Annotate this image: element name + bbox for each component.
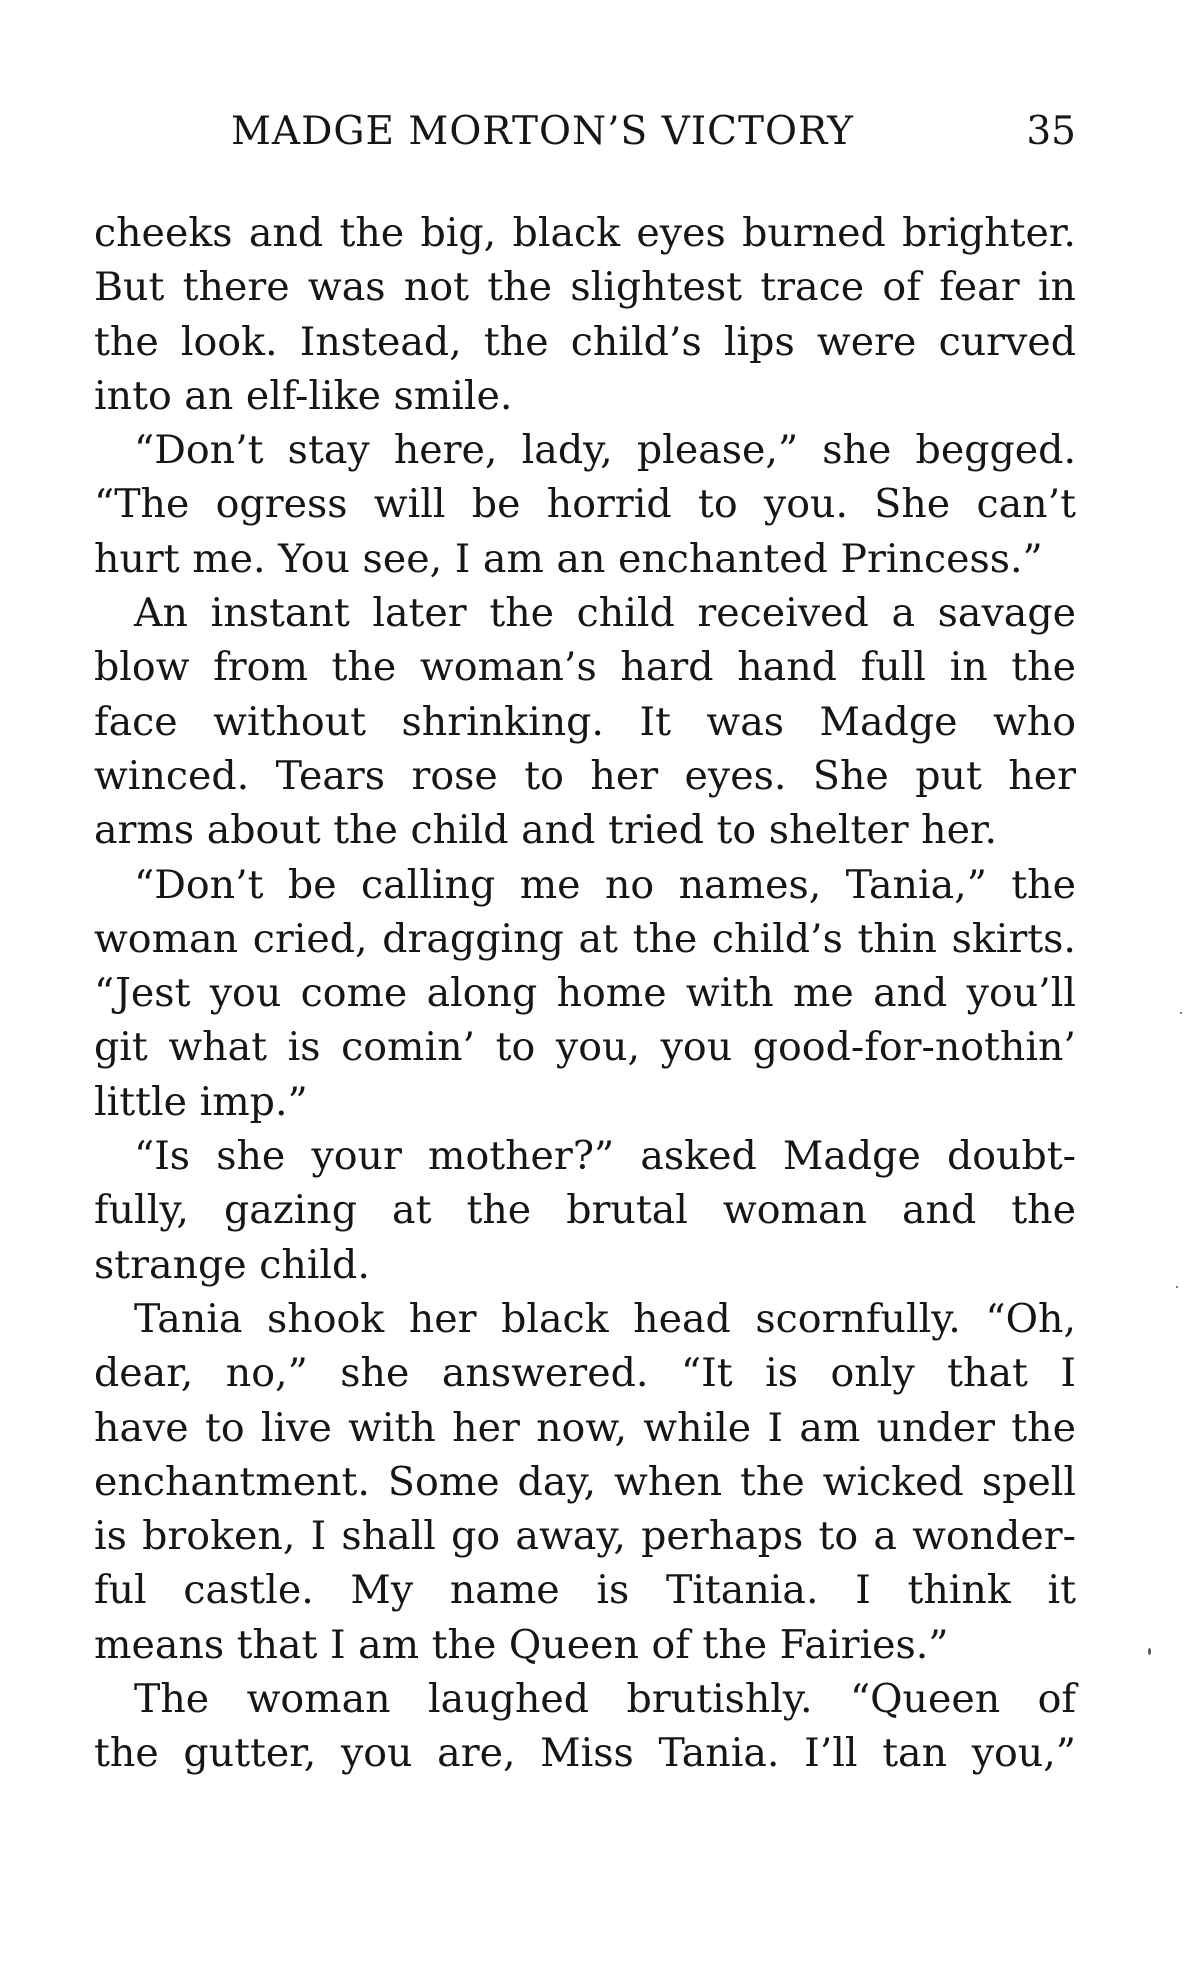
- text-line: face without shrinking. It was Madge who: [94, 698, 1076, 745]
- print-speck: [1176, 1286, 1178, 1288]
- text-line: arms about the child and tried to shelter her.: [94, 807, 998, 854]
- text-line: winced. Tears rose to her eyes. She put her: [94, 752, 1076, 799]
- text-line: “The ogress will be horrid to you. She can’t: [94, 481, 1076, 528]
- print-speck: [1180, 1012, 1182, 1014]
- text-line: strange child.: [94, 1241, 370, 1288]
- text-line: the look. Instead, the child’s lips were curved: [94, 318, 1076, 365]
- text-line: “Jest you come along home with me and you’ll: [94, 970, 1076, 1017]
- text-line: But there was not the slightest trace of fear in: [94, 264, 1076, 311]
- print-speck: [1148, 1648, 1151, 1655]
- running-header: [94, 104, 1076, 160]
- text-line: An instant later the child received a savage: [134, 590, 1076, 637]
- text-line: into an elf-like smile.: [94, 372, 513, 419]
- text-line: git what is comin’ to you, you good-for-nothin’: [94, 1024, 1076, 1071]
- text-line: blow from the woman’s hard hand full in the: [94, 644, 1076, 691]
- text-line: dear, no,” she answered. “It is only that I: [94, 1350, 1076, 1397]
- text-line: “Don’t stay here, lady, please,” she begged.: [134, 427, 1076, 474]
- text-line: fully, gazing at the brutal woman and the: [94, 1187, 1076, 1234]
- page-number: 35: [1026, 109, 1076, 154]
- text-line: little imp.”: [94, 1078, 308, 1125]
- text-line: is broken, I shall go away, perhaps to a wonder-: [94, 1513, 1076, 1560]
- page-body-text: [94, 206, 1076, 1781]
- text-line: cheeks and the big, black eyes burned brighter.: [94, 210, 1076, 256]
- text-line: Tania shook her black head scornfully. “Oh,: [134, 1295, 1076, 1342]
- text-line: the gutter, you are, Miss Tania. I’ll tan you,”: [94, 1730, 1076, 1777]
- running-title: MADGE MORTON’S VICTORY: [231, 109, 854, 154]
- text-line: The woman laughed brutishly. “Queen of: [134, 1676, 1076, 1723]
- text-line: have to live with her now, while I am under the: [94, 1404, 1076, 1451]
- text-line: means that I am the Queen of the Fairies.”: [94, 1621, 949, 1668]
- text-line: enchantment. Some day, when the wicked spell: [94, 1458, 1076, 1505]
- text-line: hurt me. You see, I am an enchanted Princess.”: [94, 535, 1043, 582]
- text-line: woman cried, dragging at the child’s thin skirts.: [94, 915, 1076, 962]
- text-line: “Is she your mother?” asked Madge doubt-: [134, 1133, 1076, 1180]
- text-line: ful castle. My name is Titania. I think it: [94, 1567, 1076, 1614]
- text-line: “Don’t be calling me no names, Tania,” the: [134, 861, 1076, 908]
